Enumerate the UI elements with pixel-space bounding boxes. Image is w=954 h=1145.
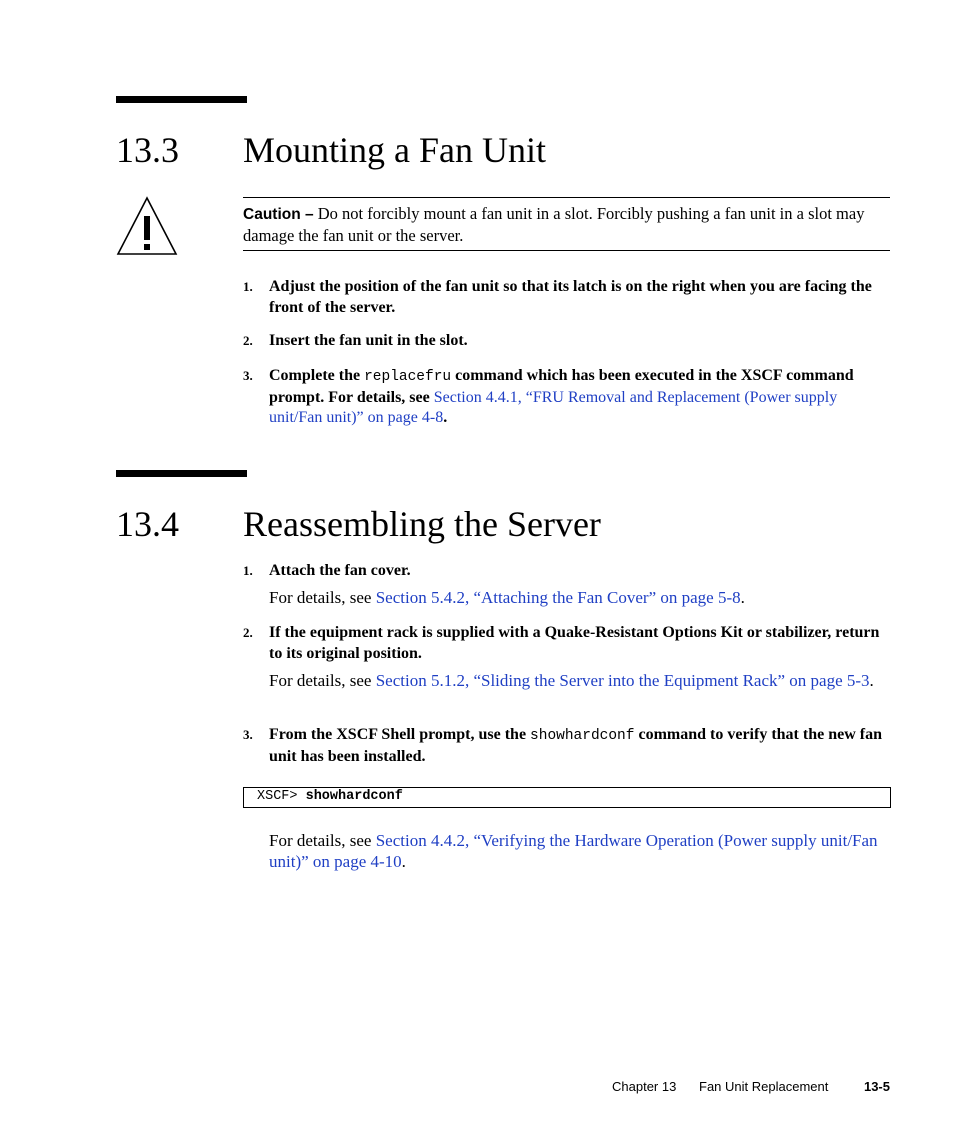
caution-note [243, 203, 890, 246]
step-number: 3. [243, 368, 253, 383]
step-number: 1. [243, 563, 253, 578]
step-text-pre: From the XSCF Shell prompt, use the [269, 726, 531, 743]
section-number-13-4: 13.4 [116, 504, 179, 544]
link-section-4-4-2[interactable]: Section 4.4.2, “Verifying the Hardware Operation (Power supply unit/Fan unit)” on page 4-10 [269, 831, 878, 871]
section-rule-13-3 [116, 96, 247, 103]
mount-step-1 [243, 277, 891, 318]
step-text-mid: command which has been executed in the XSCF command prompt. For details, see [269, 367, 854, 406]
step-number: 3. [243, 727, 253, 742]
code-prompt: XSCF> [257, 789, 306, 804]
step-text-post: . [443, 409, 448, 426]
footer-title: Fan Unit Replacement [699, 1079, 829, 1094]
code-line [257, 788, 403, 806]
footer-chapter: Chapter 13 [612, 1079, 677, 1094]
warning-triangle-icon [116, 196, 178, 256]
detail-post: . [740, 588, 745, 607]
reassemble-step-3 [243, 725, 891, 767]
section-title-mounting-fan-unit: Mounting a Fan Unit [243, 130, 546, 170]
detail-pre: For details, see [269, 831, 376, 850]
footer-page-number: 13-5 [863, 1079, 890, 1094]
step-number: 2. [243, 625, 253, 640]
command-showhardconf: showhardconf [530, 728, 635, 744]
section-number-13-3: 13.3 [116, 130, 179, 170]
caution-bottom-rule [243, 250, 890, 251]
link-section-5-1-2[interactable]: Section 5.1.2, “Sliding the Server into the Equipment Rack” on page 5-3 [375, 671, 870, 690]
caution-label: Caution – [243, 206, 314, 223]
section-title-reassembling-server: Reassembling the Server [243, 504, 601, 544]
link-section-5-4-2[interactable]: Section 5.4.2, “Attaching the Fan Cover” on page 5-8 [375, 588, 741, 607]
caution-top-rule [243, 197, 890, 198]
reassemble-step-2-detail [269, 671, 891, 692]
reassemble-step-3-detail [269, 831, 891, 872]
reassemble-step-1-detail [269, 588, 891, 609]
mount-step-3 [243, 366, 891, 429]
step-text-pre: Complete the [269, 367, 365, 384]
command-replacefru: replacefru [364, 369, 452, 385]
code-command: showhardconf [305, 789, 403, 804]
step-text: Attach the fan cover. [269, 562, 411, 579]
section-rule-13-4 [116, 470, 247, 477]
detail-pre: For details, see [269, 588, 376, 607]
link-section-4-4-1[interactable]: Section 4.4.1, “FRU Removal and Replacement (Power supply unit/Fan unit)” on page 4-8 [269, 388, 838, 426]
step-number: 2. [243, 333, 253, 348]
step-text: Adjust the position of the fan unit so that its latch is on the right when you are facing the front of the server. [269, 278, 872, 316]
step-text: Insert the fan unit in the slot. [269, 332, 468, 349]
detail-pre: For details, see [269, 671, 376, 690]
code-block [243, 787, 891, 808]
caution-text: Do not forcibly mount a fan unit in a slot. Forcibly pushing a fan unit in a slot may damage the fan unit or the server. [243, 204, 865, 245]
reassemble-step-1 [243, 561, 891, 582]
detail-post: . [869, 671, 874, 690]
step-text-post: command to verify that the new fan unit has been installed. [269, 726, 882, 765]
detail-post: . [401, 851, 406, 871]
reassemble-step-2 [243, 623, 891, 664]
step-number: 1. [243, 279, 253, 294]
step-text: If the equipment rack is supplied with a Quake-Resistant Options Kit or stabilizer, return to its original position. [269, 624, 880, 662]
mount-step-2 [243, 331, 891, 352]
